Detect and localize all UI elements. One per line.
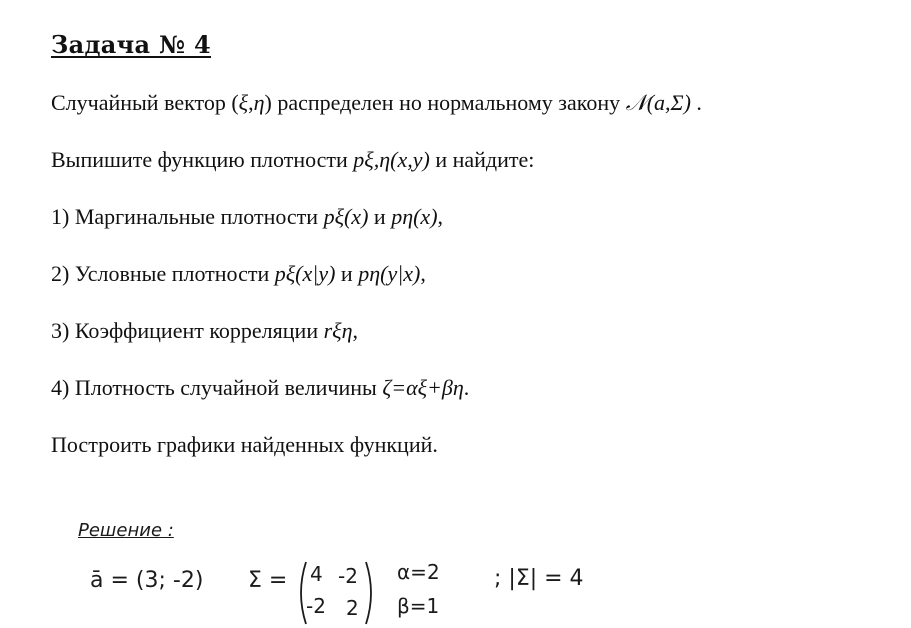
text-part: Случайный вектор ( (51, 90, 239, 115)
covariance-matrix (296, 558, 376, 628)
eta-symbol: η (253, 90, 265, 115)
matrix-cell-12: -2 (338, 564, 358, 588)
text-part: ) распределен но нормальному закону (264, 90, 626, 115)
statement-line-3 (51, 204, 443, 230)
matrix-cell-11: 4 (310, 562, 323, 586)
comma: , (248, 90, 254, 115)
conditional-eta-formula: pη(y|x) (358, 261, 421, 286)
text-part: , (420, 261, 426, 286)
zeta-formula: ζ=αξ+βη (382, 375, 464, 400)
normal-N-symbol: 𝒩 (625, 90, 647, 115)
statement-line-1 (51, 90, 702, 116)
statement-line-5 (51, 318, 358, 344)
conditional-xi-formula: pξ(x|y) (274, 261, 336, 286)
correlation-formula: rξη (323, 318, 353, 343)
text-part: . (463, 375, 470, 400)
alpha-value: α=2 (397, 560, 440, 584)
statement-line-4 (51, 261, 426, 287)
statement-line-7: Построить графики найденных функций. (51, 432, 438, 457)
marginal-eta-formula: pη(x) (391, 204, 438, 229)
text-part: 4) Плотность случайной величины (51, 375, 383, 400)
text-part: 1) Маргинальные плотности (51, 204, 324, 229)
xi-symbol: ξ (238, 90, 249, 115)
matrix-cell-22: 2 (346, 596, 359, 620)
matrix-cell-21: -2 (306, 594, 326, 618)
joint-density-formula: pξ,η(x,y) (353, 147, 430, 172)
text-part: 2) Условные плотности (51, 261, 275, 286)
text-part: Выпишите функцию плотности (51, 147, 354, 172)
normal-args: (a,Σ) (646, 90, 691, 115)
beta-value: β=1 (397, 594, 440, 618)
solution-heading: Решение : (78, 520, 174, 541)
text-part: 3) Коэффициент корреляции (51, 318, 324, 343)
statement-line-6 (51, 375, 469, 401)
statement-line-2 (51, 147, 534, 173)
text-part: и найдите: (429, 147, 535, 172)
text-part: и (335, 261, 359, 286)
mean-vector: ā = (3; -2) (90, 568, 204, 593)
task-title: Задача № 4 (51, 30, 212, 59)
text-part: , (437, 204, 444, 229)
text-part: , (352, 318, 358, 343)
text-part: . (690, 90, 702, 115)
sigma-determinant: ; |Σ| = 4 (494, 566, 584, 591)
sigma-label: Σ = (248, 568, 288, 593)
marginal-xi-formula: pξ(x) (323, 204, 369, 229)
text-part: и (368, 204, 392, 229)
